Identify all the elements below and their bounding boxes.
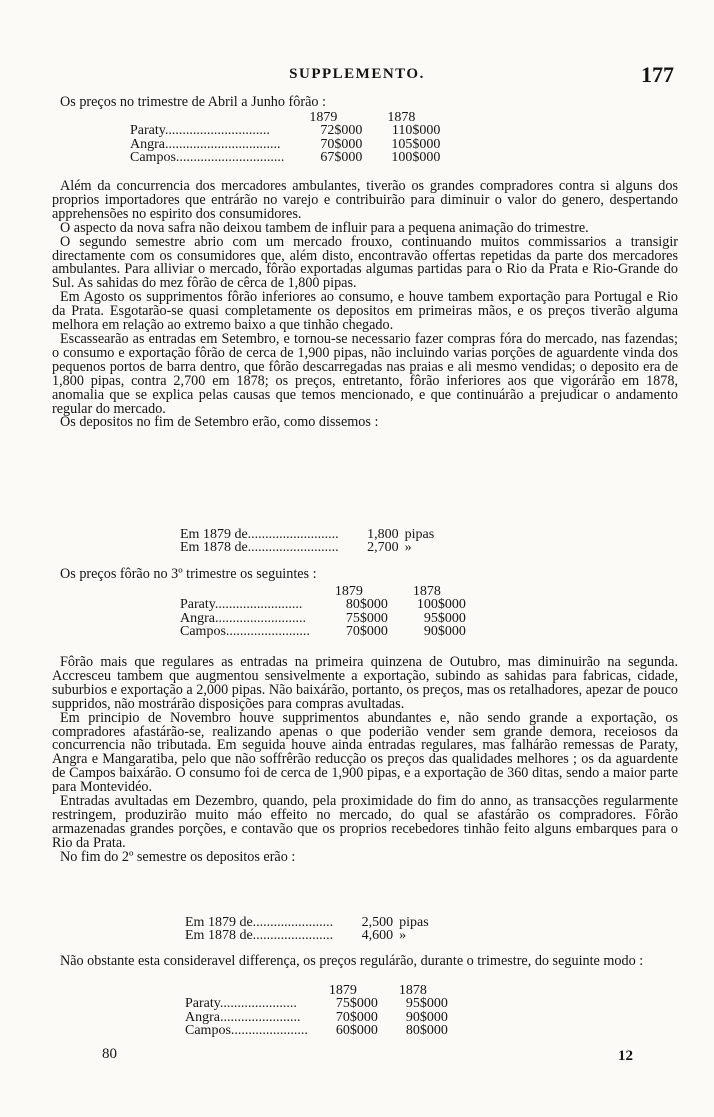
table-row	[130, 124, 440, 137]
year-header: 1878	[398, 983, 427, 998]
table-row	[180, 612, 466, 625]
row-label: Paraty......................	[185, 996, 297, 1012]
paragraph: Entradas avultadas em Dezembro, quando, pela proximidade do fim do anno, as transacções regularmente restringem, produzirão muito máo effeito no mercado, do qual se afastárão os compradores. Fôrão armazenadas grandes porções, e contavão que os proprios recebedores tinhão feito alguns embarques para o Rio da Prata.	[52, 793, 678, 851]
deposits-table-1	[180, 528, 434, 555]
row-label: Angra..........................	[180, 610, 306, 626]
price-1879: 80$000	[345, 597, 388, 613]
price-1878: 95$000	[423, 610, 466, 626]
footer-signature-right: 12	[618, 1048, 633, 1064]
price-1878: 90$000	[423, 623, 466, 639]
price-1878: 110$000	[391, 123, 441, 139]
price-1878: 90$000	[405, 1009, 448, 1025]
year-header: 1879	[334, 584, 363, 599]
deposit-unit: »	[404, 540, 412, 556]
paragraph: Fôrão mais que regulares as entradas na primeira quinzena de Outubro, mas diminuirão na segunda. Accresceu tambem que augmentou sensivelmente a exportação, subindo as sahidas para fabricas, cidade, suburbios e exportação a 2,000 pipas. Não baixárão, portanto, os preços, mas os retalhadores, apezar de pouco suppridos, não mostrárão disposições para compras avultadas.	[52, 654, 678, 712]
footer-signature-left: 80	[102, 1046, 117, 1062]
table-row	[130, 151, 440, 164]
paragraph: Além da concurrencia dos mercadores ambulantes, tiverão os grandes compradores contra si alguns dos proprios importadores que entrárão no varejo e contribuirão para diminuir o valor do genero, despertando apprehensões no espirito dos consumidores.	[52, 178, 678, 222]
paragraph: No fim do 2º semestre os depositos erão :	[60, 848, 296, 865]
price-1879: 75$000	[335, 996, 378, 1012]
year-header: 1879	[309, 110, 338, 125]
price-1878: 100$000	[391, 149, 441, 165]
price-1879: 75$000	[345, 610, 388, 626]
deposit-value: 4,600	[361, 928, 394, 944]
deposit-row	[180, 528, 434, 541]
price-table-3	[185, 984, 448, 1037]
header-spacer	[180, 585, 310, 598]
row-label: Angra.......................	[185, 1009, 301, 1025]
paragraph: Os preços no trimestre de Abril a Junho fôrão :	[60, 94, 326, 110]
deposit-label: Em 1879 de..........................	[180, 527, 339, 542]
table-header-row	[130, 111, 440, 124]
deposits-table-2	[185, 916, 429, 943]
deposit-label: Em 1878 de..........................	[180, 540, 339, 556]
price-table-2	[180, 585, 466, 638]
paragraph: Em Agosto os supprimentos fôrão inferiores ao consumo, e houve tambem exportação para Portugal e Rio da Prata. Esgotarão-se quasi completamente os depositos em primeiras mãos, e os preços tiverão alguma melhora em relação ao extremo baixo a que tinhão chegado.	[52, 289, 678, 334]
table-header-row	[185, 984, 448, 997]
row-label: Paraty.........................	[180, 597, 303, 613]
table-row	[185, 1011, 448, 1024]
price-1879: 60$000	[335, 1022, 378, 1038]
price-1878: 80$000	[405, 1022, 448, 1038]
price-1879: 70$000	[345, 623, 388, 639]
row-label: Campos...............................	[130, 149, 285, 165]
header-spacer	[185, 984, 308, 997]
deposit-row	[185, 929, 429, 942]
row-label: Paraty..............................	[130, 123, 270, 139]
header-spacer	[130, 111, 284, 124]
paragraph: Não obstante esta consideravel differença, os preços regulárão, durante o trimestre, do seguinte modo :	[60, 953, 644, 969]
year-header: 1879	[328, 983, 357, 998]
table-row	[130, 138, 440, 151]
table-row	[180, 625, 466, 638]
deposit-label: Em 1879 de.......................	[185, 915, 334, 930]
table-row	[180, 598, 466, 611]
deposit-unit: pipas	[404, 527, 435, 542]
paragraph: Em principio de Novembro houve supprimentos abundantes e, não sendo grande a exportação, os compradores afastárão-se, realizando apenas o que poderião vender sem grande demora, receiosos da concurrencia não tributada. Em seguida houve ainda entradas regulares, mas falhárão remessas de Paraty, Angra e Mangaratiba, pelo que não soffrêrão reducção os preços das qualidades melhores ; os da aguardente de Campos baixárão. O consumo foi de cerca de 1,900 pipas, e a exportação de 360 ditas, sendo a maior parte para Montevidéo.	[52, 709, 678, 796]
deposit-label: Em 1878 de.......................	[185, 928, 334, 944]
year-header: 1878	[387, 110, 416, 125]
paragraph: O segundo semestre abrio com um mercado frouxo, continuando muitos commissarios a transigir directamente com os consumidores que, além disto, encontravão offertas repetidas da parte dos mercadores ambulantes. Para alliviar o mercado, fôrão exportadas algumas partidas para o Rio da Prata e Rio-Grande do Sul. As sahidas do mez fôrão de cêrca de 1,800 pipas.	[52, 233, 678, 292]
price-1879: 67$000	[320, 149, 363, 165]
text-block-3	[52, 955, 678, 969]
text-block-1	[52, 180, 678, 430]
price-table-1	[130, 111, 440, 164]
row-label: Campos........................	[180, 623, 310, 639]
row-label: Angra.................................	[130, 136, 281, 152]
deposit-value: 2,700	[367, 540, 399, 556]
deposit-unit: »	[399, 928, 407, 944]
section-2-intro	[52, 568, 678, 582]
table-row	[185, 997, 448, 1010]
price-1879: 70$000	[320, 136, 363, 152]
price-1878: 100$000	[416, 597, 466, 613]
deposit-value: 2,500	[361, 915, 394, 930]
page-title: SUPPLEMENTO.	[289, 66, 425, 82]
deposit-row	[180, 541, 434, 554]
text-block-2	[52, 656, 678, 865]
price-1879: 72$000	[320, 123, 363, 139]
page-number: 177	[641, 62, 674, 87]
price-1878: 95$000	[405, 996, 448, 1012]
paragraph: Os depositos no fim de Setembro erão, como dissemos :	[60, 414, 379, 431]
price-1879: 70$000	[335, 1009, 378, 1025]
table-row	[185, 1024, 448, 1037]
deposit-row	[185, 916, 429, 929]
deposit-unit: pipas	[399, 915, 429, 930]
year-header: 1878	[412, 584, 441, 599]
deposit-value: 1,800	[367, 527, 399, 542]
price-1878: 105$000	[391, 136, 441, 152]
paragraph: Os preços fôrão no 3º trimestre os seguintes :	[60, 566, 317, 582]
table-header-row	[180, 585, 466, 598]
paragraph: O aspecto da nova safra não deixou tambem de influir para a pequena animação do trimestre.	[60, 219, 589, 236]
paragraph: Escassearão as entradas em Setembro, e tornou-se necessario fazer compras fóra do mercado, nas fazendas; o consumo e exportação fôrão de cerca de 1,900 pipas, não incluindo varias porções de aguardente vinda dos pequenos portos de barra dentro, que fôrão descarregadas nas praias e ali mesmo vendidas; o deposito era de 1,800 pipas, contra 2,700 em 1878; os preços, entretanto, fôrão inferiores aos que vigorárão em 1878, anomalia que se explica pelas causas que temos mencionado, e que continuárão a prejudicar o andamento regular do mercado.	[52, 330, 678, 417]
row-label: Campos......................	[185, 1022, 308, 1038]
section-1-intro	[52, 96, 678, 110]
